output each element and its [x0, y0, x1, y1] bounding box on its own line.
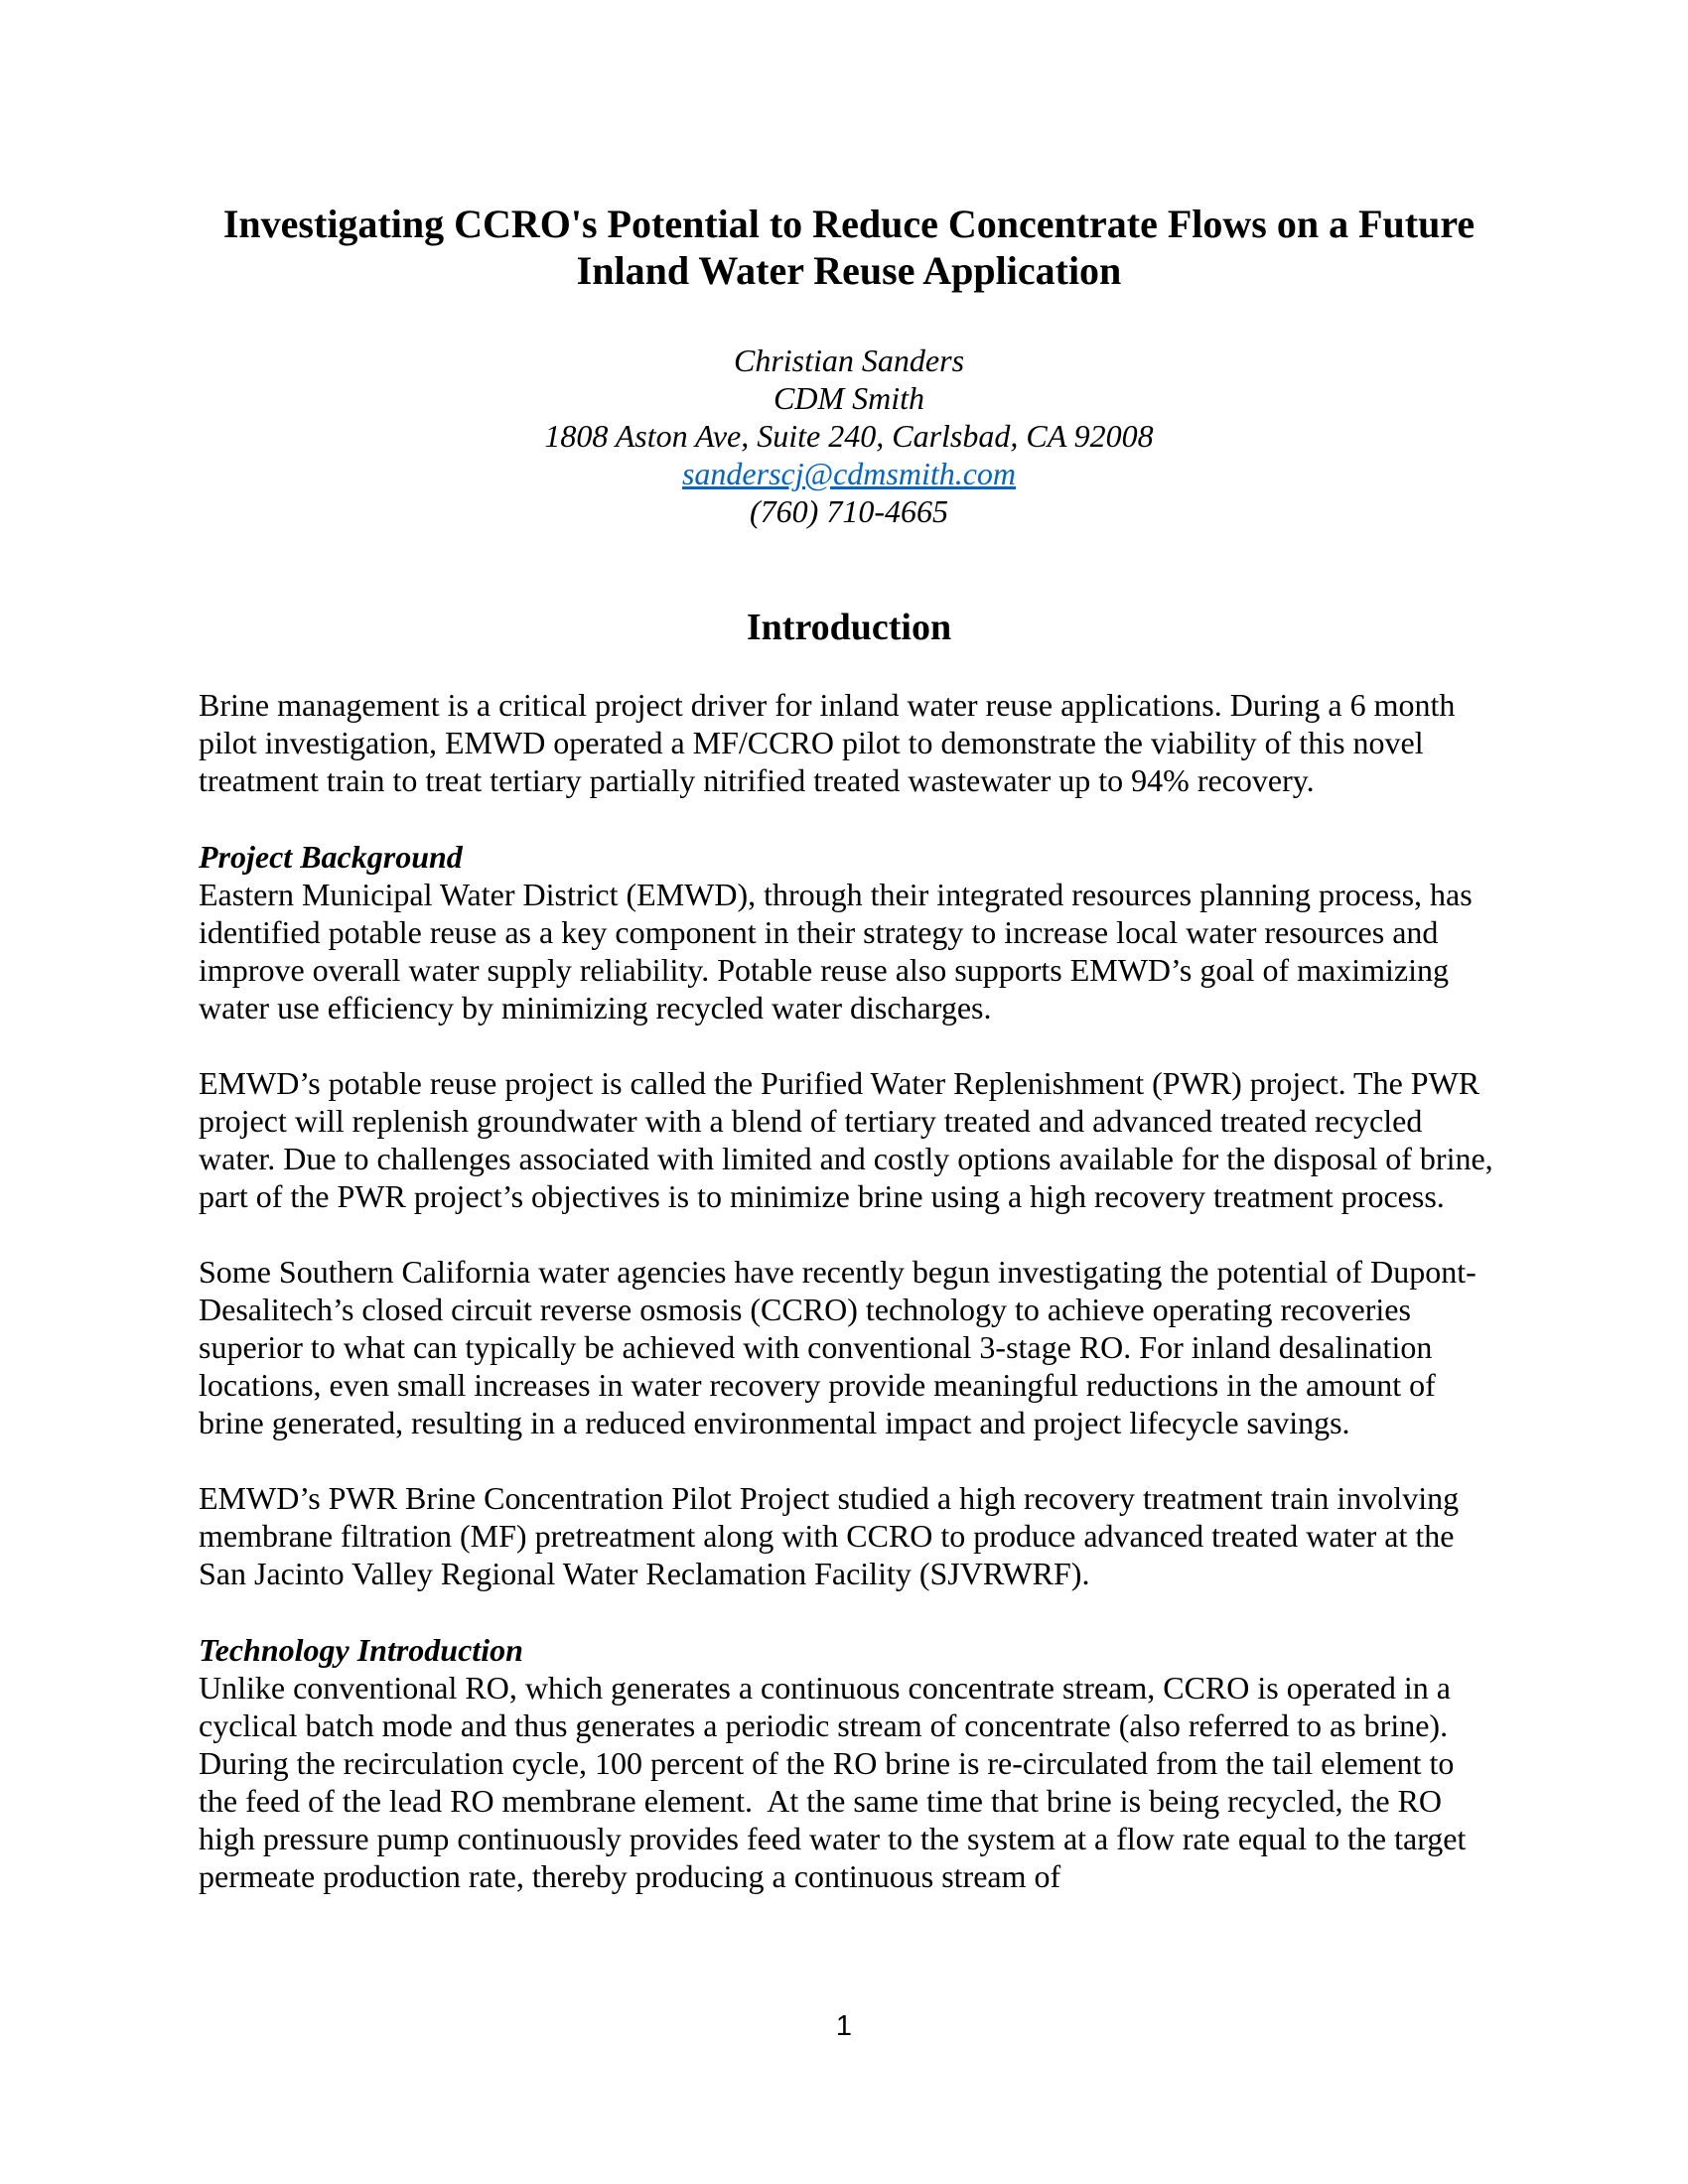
author-name: Christian Sanders [733, 342, 965, 378]
document-content [199, 201, 1499, 1895]
author-address: 1808 Aston Ave, Suite 240, Carlsbad, CA 92008 [544, 418, 1154, 454]
page-number: 1 [835, 2010, 853, 2042]
project-background-paragraph-1: Eastern Municipal Water District (EMWD), through their integrated resources planning process, has identified potable reuse as a key component in their strategy to increase local water resources and improve overall water supply reliability. Potable reuse also supports EMWD’s goal of maximizing water use efficiency by minimizing recycled water discharges. [199, 877, 1480, 1025]
introduction-paragraph: Brine management is a critical project driver for inland water reuse applications. During a 6 month pilot investigation, EMWD operated a MF/CCRO pilot to demonstrate the viability of this novel treatment train to treat tertiary partially nitrified treated wastewater up to 94% recovery. [199, 687, 1464, 798]
project-background-paragraph-4: EMWD’s PWR Brine Concentration Pilot Project studied a high recovery treatment train involving membrane filtration (MF) pretreatment along with CCRO to produce advanced treated water at the San Jacinto Valley Regional Water Reclamation Facility (SJVRWRF). [199, 1480, 1468, 1591]
author-block [199, 341, 1499, 530]
page-title: Investigating CCRO's Potential to Reduce Concentrate Flows on a Future Inland Water Reuse Application [222, 202, 1476, 293]
introduction-heading: Introduction [746, 607, 952, 648]
author-email-line [199, 455, 1499, 492]
technology-introduction-paragraph: Unlike conventional RO, which generates a continuous concentrate stream, CCRO is operated in a cyclical batch mode and thus generates a periodic stream of concentrate (also referred to as brine). During the recirculation cycle, 100 percent of the RO brine is re-circulated from the tail element to the feed of the lead RO membrane element. At the same time that brine is being recycled, the RO high pressure pump continuously provides feed water to the system at a flow rate equal to the target permeate production rate, thereby producing a continuous stream of [199, 1670, 1475, 1894]
technology-introduction-heading: Technology Introduction [199, 1632, 523, 1668]
project-background-paragraph-3: Some Southern California water agencies have recently begun investigating the potential of Dupont-Desalitech’s closed circuit reverse osmosis (CCRO) technology to achieve operating recoveries superior to what can typically be achieved with conventional 3-stage RO. For inland desalination locations, even small increases in water recovery provide meaningful reductions in the amount of brine generated, resulting in a reduced environmental impact and project lifecycle savings. [199, 1254, 1477, 1440]
author-phone: (760) 710-4665 [750, 493, 948, 529]
project-background-heading: Project Background [199, 839, 463, 875]
project-background-paragraph-2: EMWD’s potable reuse project is called the Purified Water Replenishment (PWR) project. The PWR project will replenish groundwater with a blend of tertiary treated and advanced treated recycled water. Due to challenges associated with limited and costly options available for the disposal of brine, part of the PWR project’s objectives is to minimize brine using a high recovery treatment process. [199, 1065, 1501, 1214]
author-company: CDM Smith [774, 380, 924, 416]
email-link[interactable]: sanderscj@cdmsmith.com [681, 456, 1017, 491]
